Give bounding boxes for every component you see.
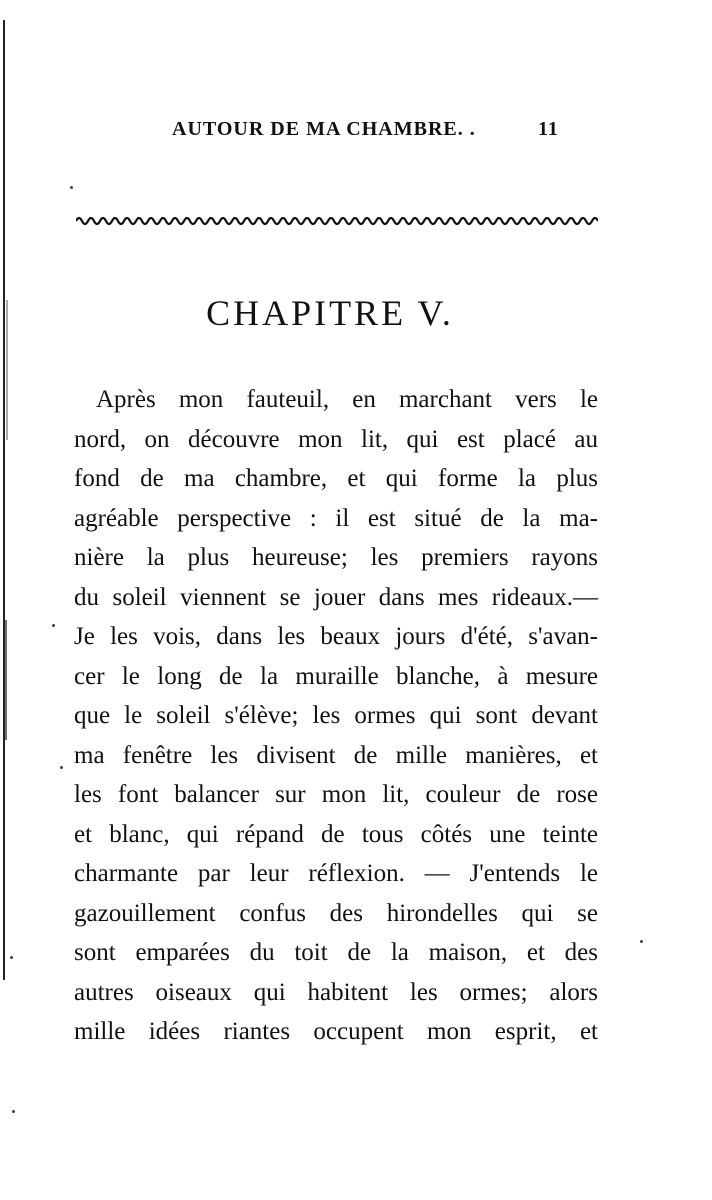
running-head-title: AUTOUR DE MA CHAMBRE. . bbox=[172, 118, 476, 140]
text-line: autres oiseaux qui habitent les ormes; alors bbox=[74, 978, 598, 1006]
text-line: fond de ma chambre, et qui forme la plus bbox=[74, 465, 598, 492]
decorative-rule bbox=[76, 212, 598, 230]
paper-speck bbox=[70, 186, 73, 189]
text-line: Je les vois, dans les beaux jours d'été, s'avan- bbox=[74, 623, 598, 650]
text-line: sont emparées du toit de la maison, et des bbox=[74, 939, 598, 966]
text-line: que le soleil s'élève; les ormes qui sont devant bbox=[74, 702, 598, 729]
text-line: du soleil viennent se jouer dans mes rideaux.— bbox=[74, 583, 598, 611]
paper-speck bbox=[12, 1110, 15, 1113]
paper-speck bbox=[10, 956, 13, 959]
paper-speck bbox=[52, 624, 55, 627]
page-edge-binding bbox=[0, 20, 12, 980]
chapter-heading: CHAPITRE V. bbox=[206, 293, 454, 333]
chapter-body bbox=[74, 380, 598, 1052]
text-line: et blanc, qui répand de tous côtés une teinte bbox=[74, 820, 598, 848]
text-line: nière la plus heureuse; les premiers rayons bbox=[74, 544, 598, 571]
paper-speck bbox=[640, 940, 643, 943]
paper-speck bbox=[60, 766, 63, 769]
text-line: cer le long de la muraille blanche, à mesure bbox=[74, 662, 598, 690]
text-line: nord, on découvre mon lit, qui est placé au bbox=[74, 425, 598, 453]
text-line: ma fenêtre les divisent de mille manières, et bbox=[74, 741, 598, 769]
text-line: agréable perspective : il est situé de la ma- bbox=[74, 504, 598, 532]
text-line: mille idées riantes occupent mon esprit, et bbox=[74, 1018, 598, 1045]
page-number: 11 bbox=[538, 118, 559, 140]
text-line: gazouillement confus des hirondelles qui se bbox=[74, 899, 598, 927]
text-line: Après mon fauteuil, en marchant vers le bbox=[96, 386, 598, 413]
running-head bbox=[172, 118, 602, 141]
text-line: les font balancer sur mon lit, couleur de rose bbox=[74, 781, 598, 808]
text-line: charmante par leur réflexion. — J'entends le bbox=[74, 860, 598, 887]
